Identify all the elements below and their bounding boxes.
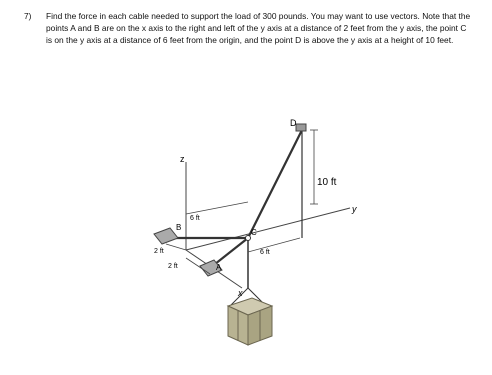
label-two-ft-a: 2 ft (168, 263, 178, 270)
label-six-ft-mid: 6 ft (260, 249, 270, 256)
point-c (246, 236, 251, 241)
label-b: B (176, 223, 182, 232)
label-a: A (216, 263, 222, 272)
y-axis (186, 208, 350, 250)
label-six-ft-left: 6 ft (190, 215, 200, 222)
label-two-ft-b: 2 ft (154, 248, 164, 255)
dim-six-ft-mid (248, 238, 300, 252)
cable-diagram (130, 110, 380, 360)
dim-six-ft-top (186, 202, 248, 214)
problem-text: Find the force in each cable needed to support the load of 300 pounds. You may want to use vectors. Note that the points A and B are on the x axis to the right and left of the y axis at a distance of 2 feet from the y axis, the point C is on the y axis at a distance of 6 feet from the origin, and the point D is above the y axis at a height of 10 feet. (46, 11, 471, 46)
anchor-d (296, 124, 306, 131)
cable-cd (248, 130, 302, 238)
label-y: y (352, 204, 357, 214)
label-z: z (180, 154, 185, 164)
label-d: D (290, 118, 297, 128)
label-x: x (238, 288, 243, 298)
label-ten-ft: 10 ft (317, 177, 337, 188)
problem-statement (24, 10, 474, 47)
dim-two-ft-b (166, 244, 186, 250)
label-c: C (251, 228, 257, 237)
crate-load (228, 298, 272, 345)
problem-number: 7) (24, 11, 32, 21)
anchor-b (154, 228, 178, 244)
